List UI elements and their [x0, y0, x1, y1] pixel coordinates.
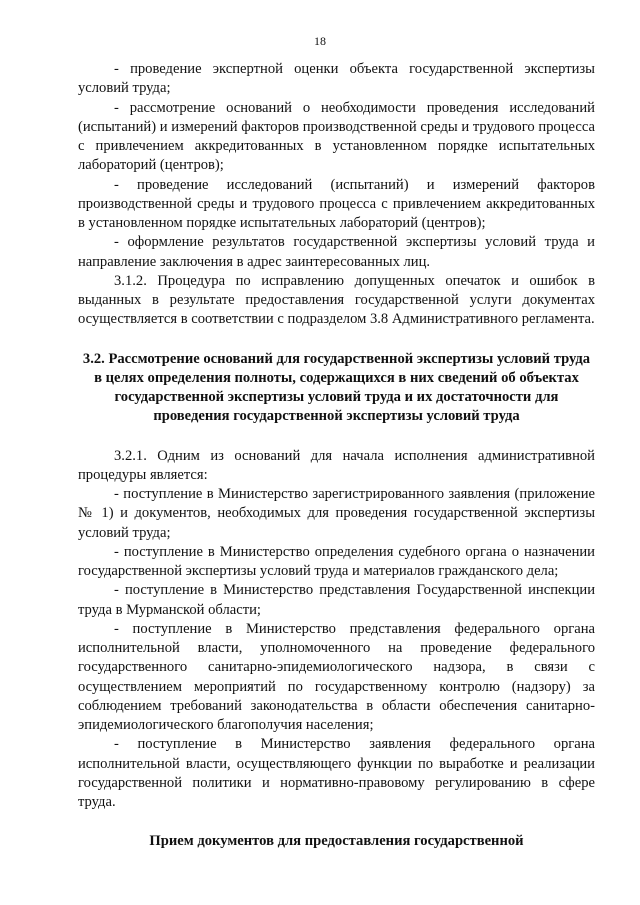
paragraph: - рассмотрение оснований о необходимости проведения исследований (испытаний) и измерений факторов производственной среды и трудового процесса с привлечением аккредитованных в установленном порядке испытательных лабораторий (центров); [78, 99, 595, 174]
document-body [78, 60, 595, 852]
paragraph: - проведение исследований (испытаний) и измерений факторов производственной среды и трудового процесса с привлечением аккредитованных в установленном порядке испытательных лабораторий (центров); [78, 176, 595, 231]
paragraph: - проведение экспертной оценки объекта государственной экспертизы условий труда; [78, 61, 595, 97]
paragraph: - поступление в Министерство заявления федерального органа исполнительной власти, осуществляющего функции по выработке и реализации государственной политики и нормативно-правовому регулированию в сфере труда. [78, 736, 595, 810]
paragraph: - поступление в Министерство представления Государственной инспекции труда в Мурманской области; [78, 582, 595, 618]
paragraph: - поступление в Министерство зарегистрированного заявления (приложение № 1) и документов, необходимых для проведения государственной экспертизы условий труда; [78, 486, 595, 541]
page-number: 18 [314, 34, 326, 48]
paragraph: 3.2.1. Одним из оснований для начала исполнения административной процедуры является: [78, 447, 595, 483]
section-heading-next: Прием документов для предоставления государственной [149, 833, 524, 850]
paragraph: - оформление результатов государственной экспертизы условий труда и направление заключения в адрес заинтересованных лиц. [78, 234, 595, 270]
paragraph: 3.1.2. Процедура по исправлению допущенных опечаток и ошибок в выданных в результате предоставления государственной услуги документах осуществляется в соответствии с подразделом 3.8 Административного регламента. [78, 272, 595, 328]
paragraph: - поступление в Министерство представления федерального органа исполнительной власти, уполномоченного на проведение федерального государственного санитарно-эпидемиологического надзора, в связи с осуществлением мероприятий по государственному контролю (надзору) за соблюдением требований законодательства в области обеспечения санитарно-эпидемиологического благополучия населения; [78, 620, 595, 733]
section-heading-3-2: 3.2. Рассмотрение оснований для государственной экспертизы условий труда в целях определения полноты, содержащихся в них сведений об объектах государственной экспертизы условий труда и их достаточности для проведения государственной экспертизы условий труда [82, 350, 591, 425]
paragraph: - поступление в Министерство определения судебного органа о назначении государственной экспертизы условий труда и материалов гражданского дела; [78, 543, 595, 579]
